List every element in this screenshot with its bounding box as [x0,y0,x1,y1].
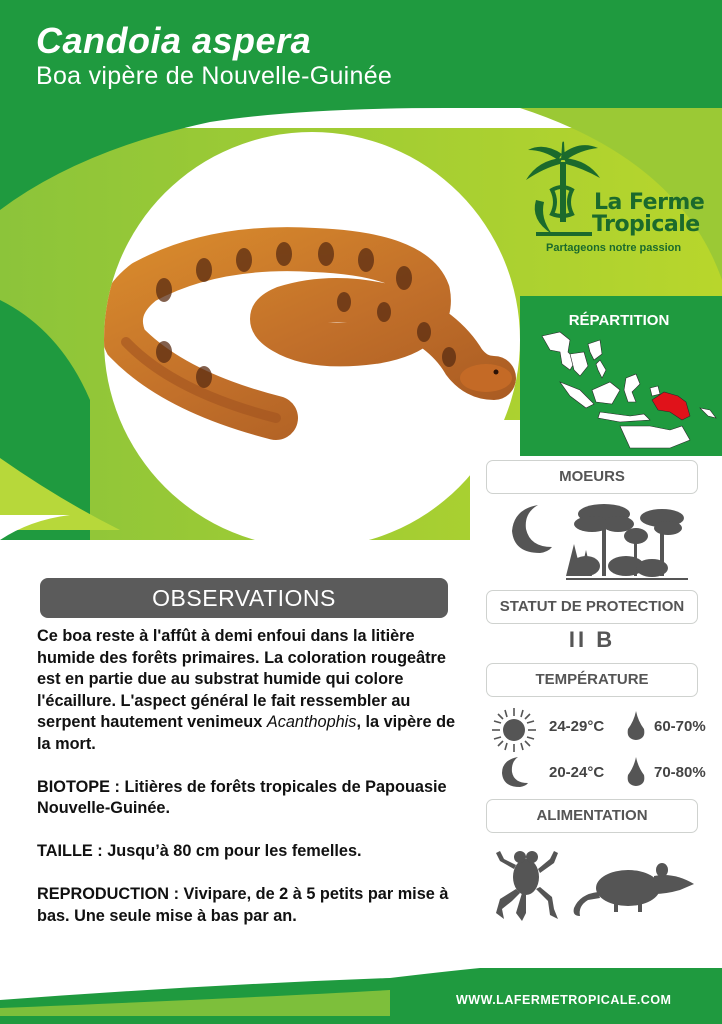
observations-header: OBSERVATIONS [40,578,448,618]
taille-paragraph [37,841,457,863]
reproduction-text: Vivipare, de 2 à 5 petits par mise à bas. Une seule mise à bas par an. [37,885,449,925]
night-temperature: 20-24°C [549,764,605,781]
species-name: Candoia aspera [36,20,312,61]
protection-status-value: II B [568,627,616,652]
logo-slogan: Partageons notre passion [546,242,682,254]
intro-text: Ce boa reste à l'affût à demi enfoui dans la litière humide des forêts primaires. La coloration rougeâtre est en partie due au substrat humide qui colore l'écaillure. L'aspect général le fait ressembler au serpent hautement venimeux [37,627,446,731]
taille-label: TAILLE : [37,842,103,860]
papua-new-guinea-highlight [652,392,690,420]
biotope-label: BIOTOPE : [37,777,120,796]
observations-body [37,626,457,949]
snake-illustration [104,132,520,548]
alimentation-label: ALIMENTATION [486,799,698,833]
biotope-paragraph [37,777,457,820]
moon-icon [508,503,554,555]
repartition-title: RÉPARTITION [568,312,670,329]
logo [522,140,718,262]
reproduction-paragraph [37,884,457,927]
logo-title-line1: La Ferme [594,190,705,215]
website-link[interactable]: WWW.LAFERMETROPICALE.COM [456,993,672,1007]
water-drop-icon [626,757,646,787]
palm-tree-icon [522,140,602,250]
temperature-label: TEMPÉRATURE [486,663,698,697]
day-temperature: 24-29°C [549,718,605,735]
logo-title-line2: Tropicale [592,212,700,237]
night-humidity: 70-80% [654,764,706,781]
protection-label: STATUT DE PROTECTION [486,590,698,624]
frog-icon [492,843,560,923]
distribution-map [540,330,722,450]
day-humidity: 60-70% [654,718,706,735]
common-name: Boa vipère de Nouvelle-Guinée [36,62,393,90]
water-drop-icon [626,711,646,741]
observations-intro [37,626,457,755]
forest-icon [566,500,688,580]
moon-small-icon [500,756,530,788]
taille-text: Jusqu’à 80 cm pour les femelles. [102,842,362,860]
acanthophis-name: Acanthophis [266,713,357,731]
moeurs-label: MOEURS [486,460,698,494]
rat-icon [570,858,698,922]
intro-end: , la vipère de la mort. [37,713,456,753]
biotope-text: Litières de forêts tropicales de Papouasie Nouvelle-Guinée. [37,777,447,817]
snake-photo [104,132,520,548]
sun-icon [491,707,537,753]
reproduction-label: REPRODUCTION : [37,885,180,903]
